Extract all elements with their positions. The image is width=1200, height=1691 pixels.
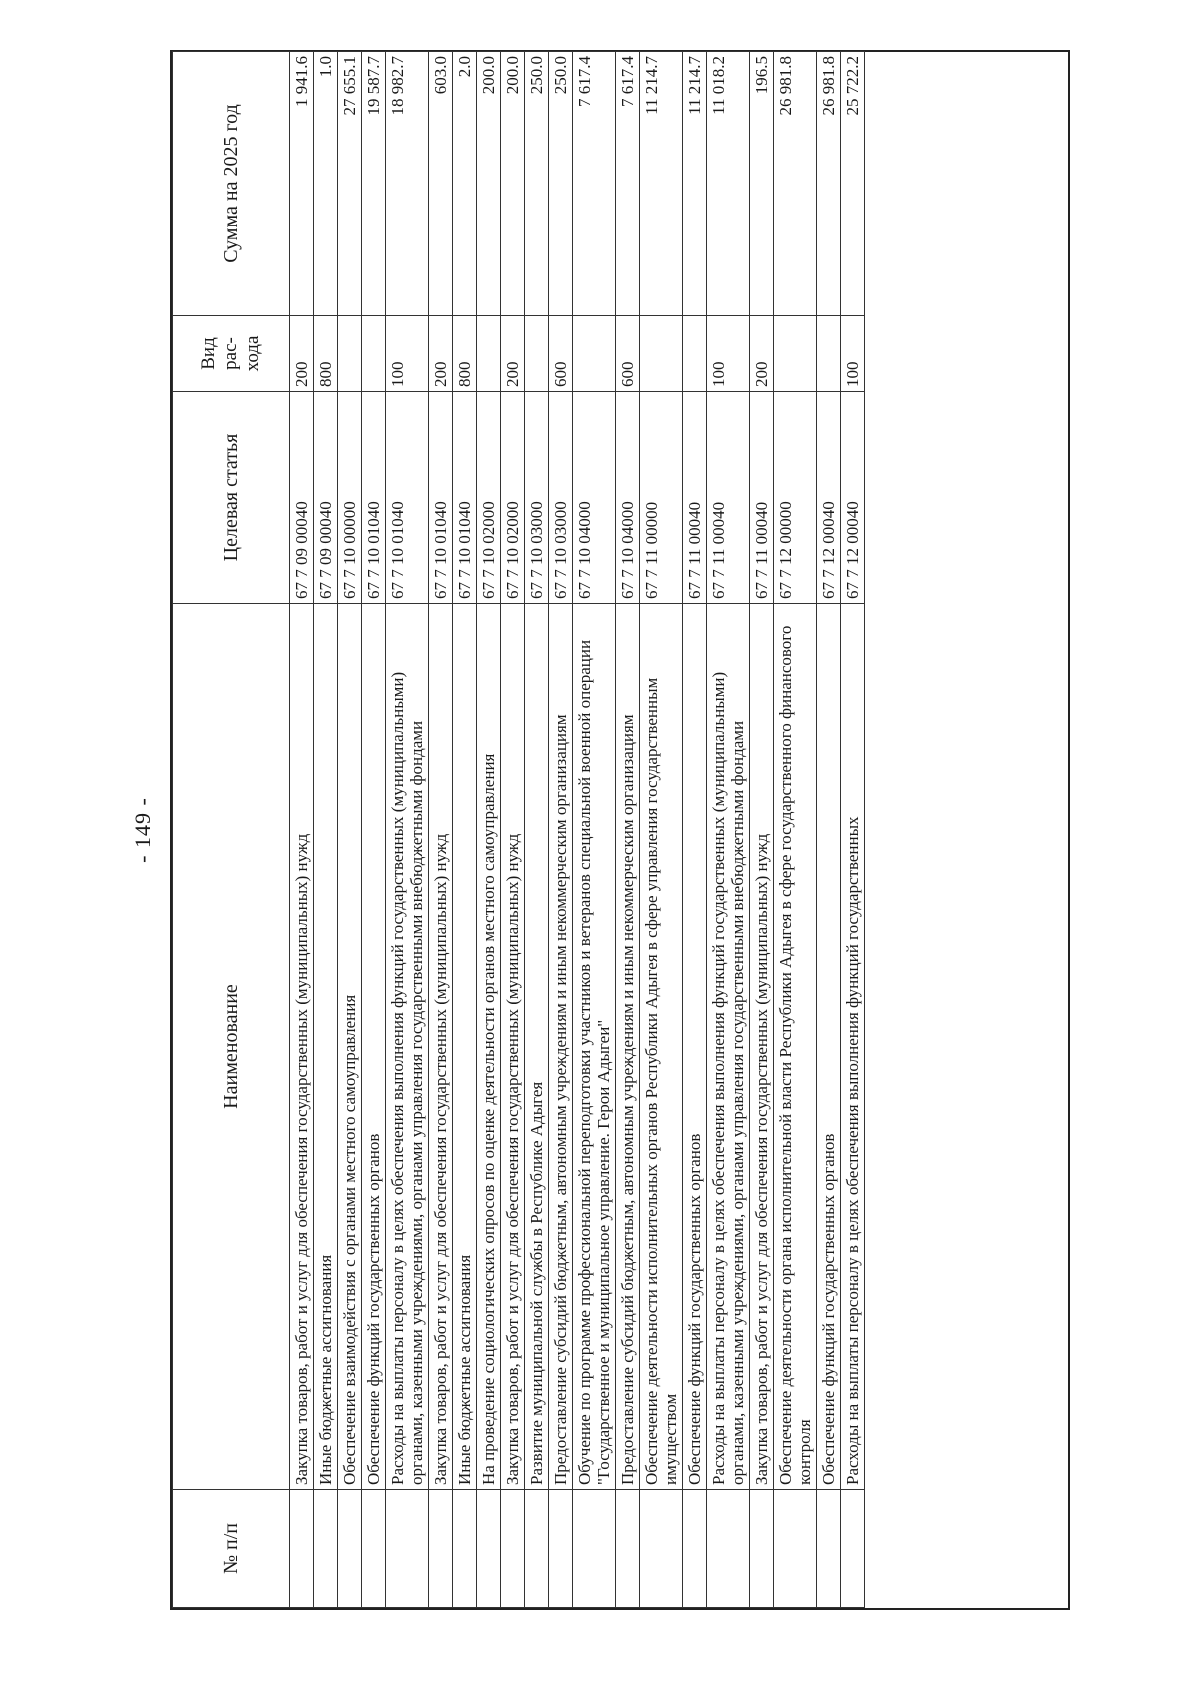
row-sum-cell: 603.0 [429,52,453,316]
row-target-article-cell: 67 7 11 00000 [640,392,683,604]
row-sum-cell: 250.0 [525,52,549,316]
table-row [453,52,477,1608]
row-expense-kind-cell: 100 [841,316,865,392]
row-target-article-cell: 67 7 11 00040 [750,392,774,604]
row-expense-kind-cell [774,316,817,392]
budget-table-frame [170,50,1070,1610]
header-number: № п/п [173,1490,290,1608]
table-row [573,52,616,1608]
row-sum-cell: 11 214.7 [640,52,683,316]
table-row [774,52,817,1608]
row-name-cell: Обеспечение функций государственных органов [817,604,841,1490]
row-sum-cell: 11 018.2 [707,52,750,316]
row-target-article-cell: 67 7 11 00040 [707,392,750,604]
row-target-article-cell: 67 7 10 01040 [429,392,453,604]
table-row [501,52,525,1608]
row-target-article-cell: 67 7 09 00040 [290,392,314,604]
row-target-article-cell: 67 7 12 00040 [841,392,865,604]
row-number-cell [750,1490,774,1608]
table-row [386,52,429,1608]
row-sum-cell: 7 617.4 [573,52,616,316]
row-sum-cell: 196.5 [750,52,774,316]
row-sum-cell: 2.0 [453,52,477,316]
row-number-cell [429,1490,453,1608]
row-expense-kind-cell: 100 [707,316,750,392]
table-row [640,52,683,1608]
row-number-cell [774,1490,817,1608]
table-row [683,52,707,1608]
table-row [841,52,865,1608]
table-row [707,52,750,1608]
row-number-cell [290,1490,314,1608]
row-number-cell [338,1490,362,1608]
row-number-cell [386,1490,429,1608]
row-number-cell [573,1490,616,1608]
row-target-article-cell: 67 7 10 02000 [501,392,525,604]
table-row [525,52,549,1608]
row-expense-kind-cell: 200 [750,316,774,392]
table-row [429,52,453,1608]
row-name-cell: Расходы на выплаты персоналу в целях обеспечения выполнения функций государственных (муниципальными) органами, казенными учреждениями, органами управления государственными внебюджетными фондами [707,604,750,1490]
row-name-cell: Закупка товаров, работ и услуг для обеспечения государственных (муниципальных) нужд [290,604,314,1490]
row-name-cell: Иные бюджетные ассигнования [453,604,477,1490]
row-name-cell: Развитие муниципальной службы в Республике Адыгея [525,604,549,1490]
row-sum-cell: 25 722.2 [841,52,865,316]
row-expense-kind-cell [525,316,549,392]
row-number-cell [616,1490,640,1608]
row-expense-kind-cell: 800 [453,316,477,392]
rotated-page-content [130,50,1070,1610]
row-number-cell [525,1490,549,1608]
budget-table [172,51,865,1608]
table-row [477,52,501,1608]
row-sum-cell: 27 655.1 [338,52,362,316]
row-target-article-cell: 67 7 09 00040 [314,392,338,604]
row-sum-cell: 7 617.4 [616,52,640,316]
row-sum-cell: 26 981.8 [774,52,817,316]
row-expense-kind-cell: 200 [429,316,453,392]
row-sum-cell: 1 941.6 [290,52,314,316]
row-sum-cell: 26 981.8 [817,52,841,316]
row-name-cell: Расходы на выплаты персоналу в целях обеспечения выполнения функций государственных (муниципальными) органами, казенными учреждениями, органами управления государственными внебюджетными фондами [386,604,429,1490]
table-row [750,52,774,1608]
row-number-cell [640,1490,683,1608]
row-name-cell: Предоставление субсидий бюджетным, автономным учреждениям и иным некоммерческим организациям [616,604,640,1490]
table-row [549,52,573,1608]
row-name-cell: Обеспечение взаимодействия с органами местного самоуправления [338,604,362,1490]
row-target-article-cell: 67 7 10 03000 [549,392,573,604]
row-number-cell [501,1490,525,1608]
row-target-article-cell: 67 7 10 01040 [386,392,429,604]
table-header [173,52,290,1608]
row-expense-kind-cell [338,316,362,392]
row-target-article-cell: 67 7 10 03000 [525,392,549,604]
row-sum-cell: 200.0 [477,52,501,316]
row-target-article-cell: 67 7 10 01040 [453,392,477,604]
row-sum-cell: 18 982.7 [386,52,429,316]
row-name-cell: Расходы на выплаты персоналу в целях обеспечения выполнения функций государственных [841,604,865,1490]
row-name-cell: Закупка товаров, работ и услуг для обеспечения государственных (муниципальных) нужд [429,604,453,1490]
row-number-cell [362,1490,386,1608]
table-row [817,52,841,1608]
row-number-cell [549,1490,573,1608]
table-row [362,52,386,1608]
row-target-article-cell: 67 7 11 00040 [683,392,707,604]
row-expense-kind-cell [573,316,616,392]
table-row [338,52,362,1608]
row-sum-cell: 1.0 [314,52,338,316]
row-name-cell: Иные бюджетные ассигнования [314,604,338,1490]
row-name-cell: Закупка товаров, работ и услуг для обеспечения государственных (муниципальных) нужд [501,604,525,1490]
header-sum-2025: Сумма на 2025 год [173,52,290,316]
row-number-cell [453,1490,477,1608]
row-target-article-cell: 67 7 10 00000 [338,392,362,604]
row-target-article-cell: 67 7 12 00040 [817,392,841,604]
row-name-cell: Обеспечение функций государственных органов [362,604,386,1490]
row-name-cell: Обеспечение функций государственных органов [683,604,707,1490]
row-name-cell: Закупка товаров, работ и услуг для обеспечения государственных (муниципальных) нужд [750,604,774,1490]
row-sum-cell: 19 587.7 [362,52,386,316]
row-expense-kind-cell: 200 [290,316,314,392]
row-number-cell [707,1490,750,1608]
row-expense-kind-cell [817,316,841,392]
row-number-cell [817,1490,841,1608]
page-number: - 149 - [130,797,155,863]
row-expense-kind-cell: 100 [386,316,429,392]
row-expense-kind-cell [477,316,501,392]
row-expense-kind-cell [683,316,707,392]
row-name-cell: Обеспечение деятельности исполнительных органов Республики Адыгея в сфере управления государственным имуществом [640,604,683,1490]
row-number-cell [477,1490,501,1608]
header-target-article: Целевая статья [173,392,290,604]
row-expense-kind-cell: 600 [549,316,573,392]
row-expense-kind-cell: 800 [314,316,338,392]
header-name: Наименование [173,604,290,1490]
row-name-cell: Предоставление субсидий бюджетным, автономным учреждениям и иным некоммерческим организациям [549,604,573,1490]
row-number-cell [683,1490,707,1608]
row-name-cell: На проведение социологических опросов по оценке деятельности органов местного самоуправления [477,604,501,1490]
header-expense-kind: Вид рас-хода [173,316,290,392]
row-target-article-cell: 67 7 10 02000 [477,392,501,604]
row-target-article-cell: 67 7 10 04000 [616,392,640,604]
table-row [314,52,338,1608]
row-number-cell [841,1490,865,1608]
row-expense-kind-cell: 200 [501,316,525,392]
row-target-article-cell: 67 7 10 04000 [573,392,616,604]
row-name-cell: Обеспечение деятельности органа исполнительной власти Республики Адыгея в сфере государственного финансового контроля [774,604,817,1490]
row-target-article-cell: 67 7 10 01040 [362,392,386,604]
row-target-article-cell: 67 7 12 00000 [774,392,817,604]
row-name-cell: Обучение по программе профессиональной переподготовки участников и ветеранов специальной военной операции "Государственное и муниципальное управление. Герои Адыгеи" [573,604,616,1490]
table-body [290,52,865,1608]
row-sum-cell: 250.0 [549,52,573,316]
row-expense-kind-cell [362,316,386,392]
row-sum-cell: 11 214.7 [683,52,707,316]
row-sum-cell: 200.0 [501,52,525,316]
table-row [290,52,314,1608]
table-row [616,52,640,1608]
row-expense-kind-cell: 600 [616,316,640,392]
row-expense-kind-cell [640,316,683,392]
row-number-cell [314,1490,338,1608]
